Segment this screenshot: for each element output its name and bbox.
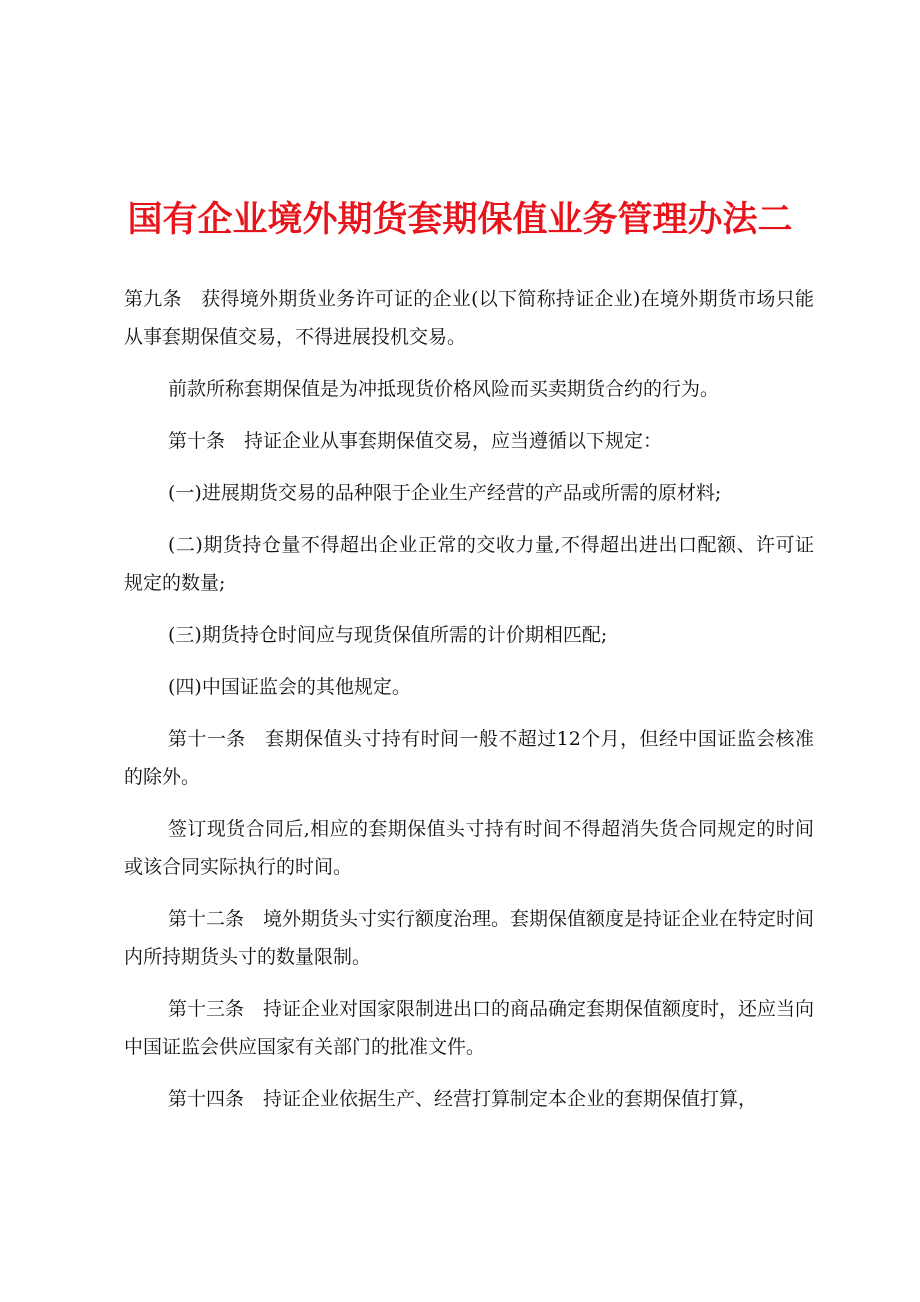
- paragraph-rule-1: (一)进展期货交易的品种限于企业生产经营的产品或所需的原材料;: [168, 482, 722, 504]
- document-body: [124, 280, 814, 1132]
- paragraph-rule-4: (四)中国证监会的其他规定。: [168, 676, 411, 698]
- paragraph-article-12: 第十二条 境外期货头寸实行额度治理。套期保值额度是持证企业在特定时间内所持期货头寸的数量限制。: [124, 908, 815, 968]
- paragraph-rule-2: (二)期货持仓量不得超出企业正常的交收力量,不得超出进出口配额、许可证规定的数量;: [124, 534, 814, 594]
- paragraph-hedging-definition: 前款所称套期保值是为冲抵现货价格风险而买卖期货合约的行为。: [168, 378, 720, 400]
- paragraph-article-10: 第十条 持证企业从事套期保值交易，应当遵循以下规定：: [168, 430, 663, 452]
- paragraph-article-13: 第十三条 持证企业对国家限制进出口的商品确定套期保值额度时，还应当向中国证监会供应国家有关部门的批准文件。: [124, 998, 815, 1058]
- paragraph-article-14: 第十四条 持证企业依据生产、经营打算制定本企业的套期保值打算，: [168, 1088, 758, 1110]
- document-title: 国有企业境外期货套期保值业务管理办法二: [127, 199, 793, 240]
- paragraph-article-11: 第十一条 套期保值头寸持有时间一般不超过12个月，但经中国证监会核准的除外。: [124, 728, 814, 788]
- paragraph-article-9: 第九条 获得境外期货业务许可证的企业(以下简称持证企业)在境外期货市场只能从事套期保值交易，不得进展投机交易。: [124, 288, 814, 348]
- paragraph-rule-3: (三)期货持仓时间应与现货保值所需的计价期相匹配;: [168, 624, 608, 646]
- paragraph-contract-period: 签订现货合同后,相应的套期保值头寸持有时间不得超消失货合同规定的时间或该合同实际执行的时间。: [124, 818, 814, 878]
